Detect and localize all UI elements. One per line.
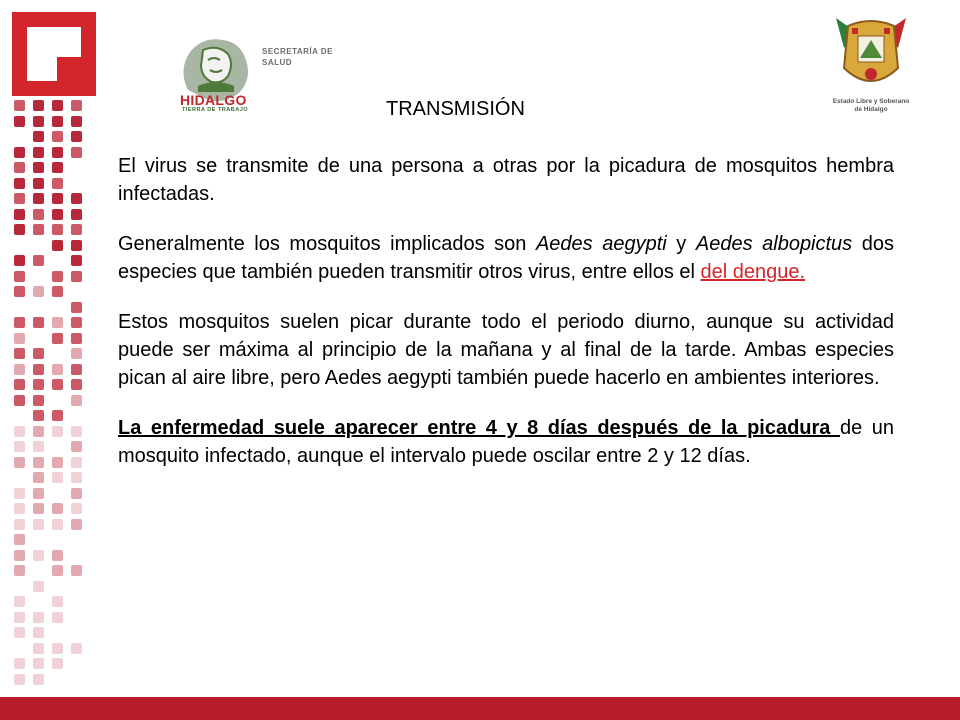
mosaic-square [14, 441, 25, 452]
species-aegypti: Aedes aegypti [535, 233, 667, 255]
dengue-link[interactable]: del dengue. [700, 261, 806, 283]
mosaic-square [71, 519, 82, 530]
mosaic-square [14, 178, 25, 189]
mosaic-square [33, 286, 44, 297]
mosaic-square [33, 193, 44, 204]
mosaic-square [33, 364, 44, 375]
p2-text-c: dos especies que también pueden transmitir otros virus, entre ellos el [118, 233, 894, 283]
mosaic-square [52, 472, 63, 483]
p4-rest: de un mosquito infectado, aunque el intervalo puede oscilar entre 2 y 12 días. [118, 417, 894, 467]
mosaic-square [71, 193, 82, 204]
mosaic-square [33, 209, 44, 220]
mosaic-square [33, 131, 44, 142]
paragraph-3: Estos mosquitos suelen picar durante todo el periodo diurno, aunque su actividad puede ser máxima al principio de la mañana y al final de la tarde. Ambas especies pican al aire libre, pero Aedes aegypti también puede hacerlo en ambientes interiores. [118, 311, 894, 389]
brand-text [262, 46, 333, 68]
mosaic-square [33, 116, 44, 127]
mosaic-square [52, 209, 63, 220]
mosaic-square [14, 348, 25, 359]
mosaic-square [33, 224, 44, 235]
mosaic-square [33, 255, 44, 266]
mosaic-square [71, 457, 82, 468]
mosaic-square [71, 643, 82, 654]
mosaic-square [33, 426, 44, 437]
mosaic-square [33, 550, 44, 561]
brand-name: HIDALGO [180, 92, 247, 108]
mosaic-square [71, 395, 82, 406]
mosaic-square [33, 348, 44, 359]
mosaic-square [52, 457, 63, 468]
bottom-bar [0, 697, 960, 720]
mosaic-square [14, 317, 25, 328]
mosaic-square [14, 550, 25, 561]
mosaic-square [14, 519, 25, 530]
mosaic-square [33, 147, 44, 158]
mosaic-square [14, 271, 25, 282]
p2-text-a: Generalmente los mosquitos implicados son [118, 233, 536, 255]
mosaic-square [52, 100, 63, 111]
mosaic-square [71, 271, 82, 282]
mosaic-square [33, 503, 44, 514]
mosaic-square [14, 193, 25, 204]
mosaic-square [71, 302, 82, 313]
mosaic-square [33, 658, 44, 669]
p4-emphasis: La enfermedad suele aparecer entre 4 y 8 días después de la picadura [118, 417, 840, 439]
mosaic-square [52, 643, 63, 654]
mosaic-square [52, 178, 63, 189]
mosaic-square [33, 379, 44, 390]
mosaic-square [14, 612, 25, 623]
mosaic-square [71, 240, 82, 251]
mosaic-square [14, 379, 25, 390]
mosaic-square [33, 627, 44, 638]
mosaic-square [33, 612, 44, 623]
mosaic-square [33, 457, 44, 468]
mosaic-square [71, 209, 82, 220]
paragraph-2 [118, 230, 894, 286]
mosaic-square [33, 178, 44, 189]
mosaic-square [52, 596, 63, 607]
mosaic-square [33, 410, 44, 421]
p2-text-b: y [666, 233, 696, 255]
mosaic-square [14, 162, 25, 173]
mosaic-square [71, 255, 82, 266]
mosaic-square [33, 317, 44, 328]
mosaic-square [14, 658, 25, 669]
estado-hidalgo-logo [826, 8, 916, 118]
slide-body [118, 152, 894, 492]
mosaic-square [52, 271, 63, 282]
mosaic-square [14, 565, 25, 576]
mosaic-square [71, 147, 82, 158]
mosaic-square [14, 457, 25, 468]
mosaic-square [71, 488, 82, 499]
mosaic-square [14, 116, 25, 127]
mosaic-square [71, 503, 82, 514]
mosaic-square [71, 317, 82, 328]
state-caption-line-2: de Hidalgo [854, 106, 888, 113]
slide-title: TRANSMISIÓN [386, 98, 525, 120]
mosaic-square [71, 131, 82, 142]
mosaic-square [52, 503, 63, 514]
mosaic-square [33, 643, 44, 654]
mosaic-square [33, 472, 44, 483]
mosaic-square [33, 519, 44, 530]
mosaic-square [52, 162, 63, 173]
red-square-logo-icon [12, 12, 96, 96]
mosaic-square [14, 364, 25, 375]
paragraph-1: El virus se transmite de una persona a otras por la picadura de mosquitos hembra infectadas. [118, 155, 894, 205]
mosaic-square [14, 395, 25, 406]
mosaic-square [71, 379, 82, 390]
mosaic-square [33, 395, 44, 406]
mosaic-square [33, 674, 44, 685]
mosaic-square [14, 209, 25, 220]
mosaic-square [33, 441, 44, 452]
mosaic-square [14, 674, 25, 685]
mosaic-square [14, 534, 25, 545]
mosaic-square [14, 627, 25, 638]
mosaic-square [33, 100, 44, 111]
brand-line-1: SECRETARÍA DE [262, 47, 333, 56]
mosaic-square [33, 581, 44, 592]
mosaic-square [52, 410, 63, 421]
mosaic-square [33, 162, 44, 173]
mosaic-square [52, 116, 63, 127]
mosaic-square [14, 503, 25, 514]
mosaic-square [52, 131, 63, 142]
mosaic-square [14, 333, 25, 344]
mosaic-square [14, 596, 25, 607]
species-albopictus: Aedes albopictus [695, 233, 853, 255]
mosaic-square [52, 333, 63, 344]
mosaic-square [14, 255, 25, 266]
brand-line-2: SALUD [262, 58, 293, 67]
state-caption [826, 98, 916, 114]
mosaic-square [71, 116, 82, 127]
mosaic-square [52, 224, 63, 235]
mosaic-square [71, 426, 82, 437]
mosaic-square [71, 333, 82, 344]
mosaic-square [71, 472, 82, 483]
coat-of-arms-icon [826, 8, 916, 98]
mosaic-square [71, 100, 82, 111]
mosaic-square [14, 224, 25, 235]
mosaic-square [14, 147, 25, 158]
mosaic-square [52, 426, 63, 437]
mosaic-square [14, 100, 25, 111]
mosaic-square [71, 565, 82, 576]
mosaic-square [52, 550, 63, 561]
mosaic-square [33, 488, 44, 499]
secretaria-salud-logo [168, 30, 348, 120]
mosaic-square [52, 317, 63, 328]
mosaic-square [71, 348, 82, 359]
mosaic-square [52, 147, 63, 158]
mosaic-square [71, 224, 82, 235]
mosaic-square [71, 441, 82, 452]
mosaic-square [52, 612, 63, 623]
mosaic-square [52, 193, 63, 204]
mosaic-square [14, 488, 25, 499]
mosaic-square [52, 565, 63, 576]
paragraph-4 [118, 414, 894, 470]
mosaic-square [52, 519, 63, 530]
mosaic-square [52, 658, 63, 669]
brand-motto: TIERRA DE TRABAJO [182, 107, 249, 113]
mosaic-square [52, 364, 63, 375]
mosaic-square [71, 364, 82, 375]
mosaic-square [14, 426, 25, 437]
mosaic-square [14, 286, 25, 297]
mosaic-square [52, 286, 63, 297]
mosaic-square [52, 379, 63, 390]
state-caption-line-1: Estado Libre y Soberano [832, 98, 910, 105]
mosaic-square [52, 240, 63, 251]
